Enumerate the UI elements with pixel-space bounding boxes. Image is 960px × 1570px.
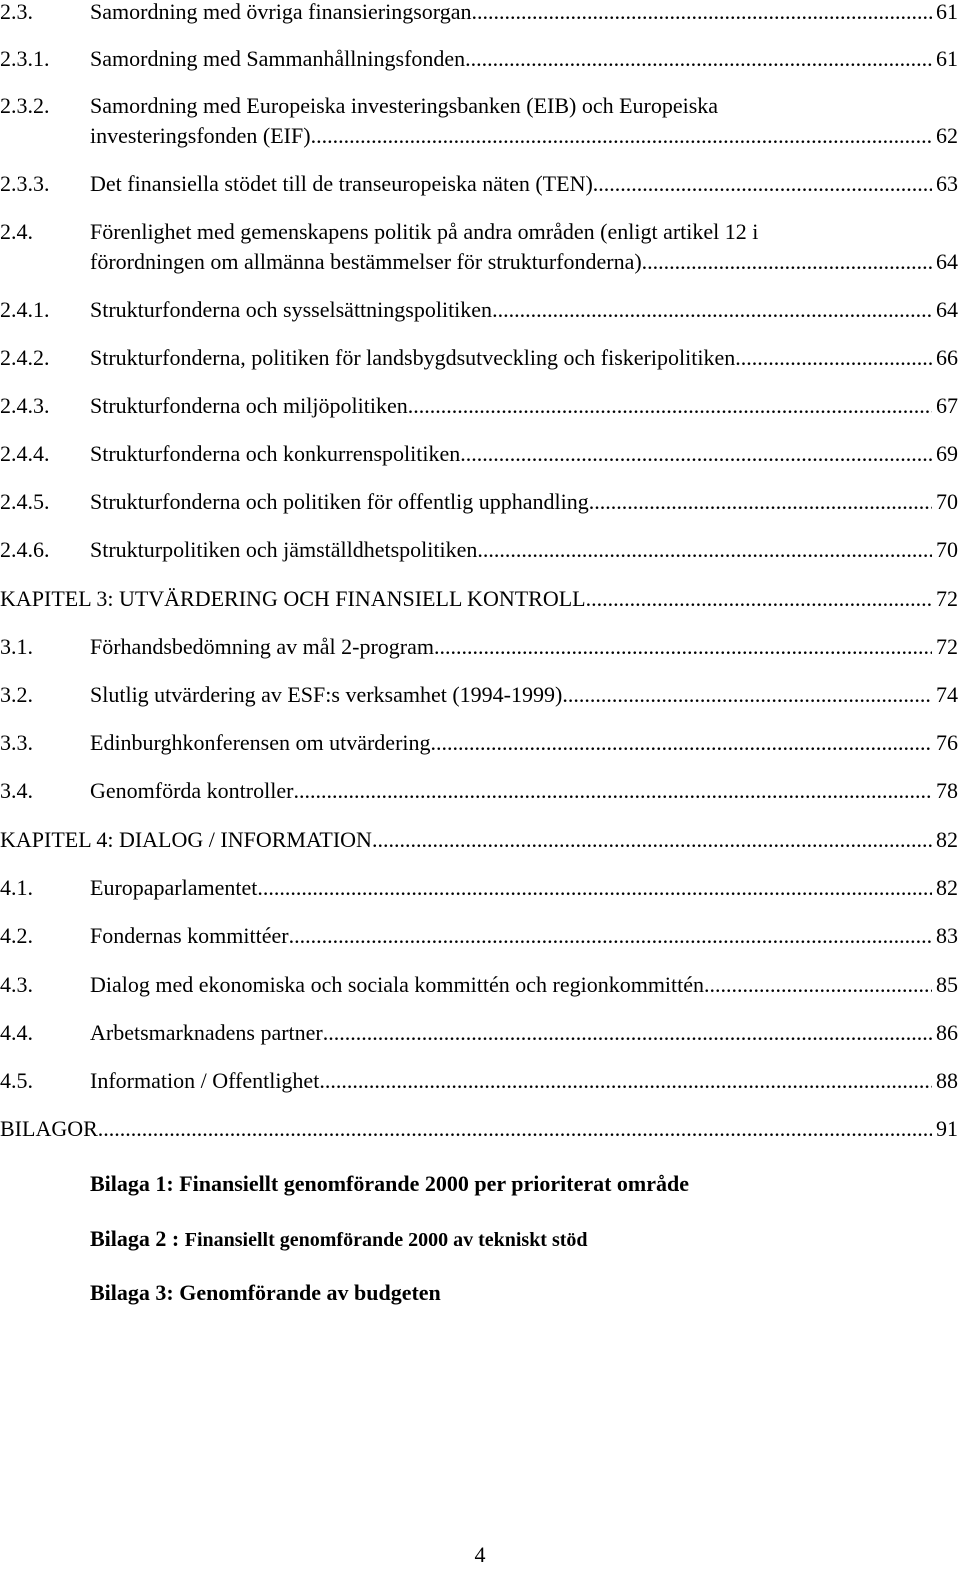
toc-entry[interactable] [0, 44, 958, 74]
toc-entry-page: 88 [936, 1068, 958, 1093]
toc-leader-dots [257, 873, 932, 903]
toc-entry-number: 3.2. [0, 682, 33, 707]
toc-entry-page: 61 [936, 0, 958, 24]
toc-entry-number: 2.4.3. [0, 393, 50, 418]
toc-leader-dots [323, 1018, 932, 1048]
toc-entry-page: 70 [936, 537, 958, 562]
toc-entry-title-line1: Samordning med Europeiska investeringsbanken (EIB) och Europeiska [90, 93, 719, 118]
page-number: 4 [474, 1542, 486, 1567]
toc-entry-page: 72 [936, 634, 958, 659]
toc-leader-dots [586, 584, 932, 614]
toc-entry-number: 2.4.5. [0, 489, 50, 514]
toc-leader-dots [311, 121, 932, 151]
toc-entry-page: 82 [936, 827, 958, 852]
toc-entry[interactable] [0, 873, 958, 903]
toc-entry-title: Samordning med övriga finansieringsorgan [90, 0, 472, 24]
toc-entry-page: 76 [936, 730, 958, 755]
toc-entry-title: Edinburghkonferensen om utvärdering [90, 730, 431, 755]
toc-entry-title: Strukturfonderna och miljöpolitiken [90, 393, 408, 418]
toc-entry[interactable] [0, 632, 958, 662]
toc-entry-number: 4.3. [0, 972, 33, 997]
toc-entry[interactable] [0, 343, 958, 373]
toc-leader-dots [465, 44, 932, 74]
toc-entry-title: Europaparlamentet [90, 875, 258, 900]
toc-entry-page: 82 [936, 875, 958, 900]
toc-entry-title: Strukturfonderna, politiken för landsbygdsutveckling och fiskeripolitiken [90, 345, 736, 370]
toc-entry-page: 62 [936, 123, 958, 148]
toc-entry[interactable] [0, 0, 958, 27]
toc-leader-dots [408, 391, 932, 421]
toc-entry-number: 4.1. [0, 875, 33, 900]
toc-entry-number: 4.2. [0, 923, 33, 948]
toc-entry-page: 74 [936, 682, 958, 707]
toc-entry-page: 64 [936, 249, 958, 274]
appendix-2-prefix: Bilaga 2 : [90, 1226, 185, 1251]
toc-leader-dots [431, 728, 932, 758]
toc-leader-dots [319, 1066, 932, 1096]
toc-entry-number: 2.3.2. [0, 93, 50, 118]
toc-entry-number: 4.4. [0, 1020, 33, 1045]
toc-entry-page: 69 [936, 441, 958, 466]
appendix-3-title: Bilaga 3: Genomförande av budgeten [90, 1280, 441, 1305]
toc-entry[interactable] [0, 169, 958, 199]
toc-entry-page: 78 [936, 778, 958, 803]
toc-entry-page: 67 [936, 393, 958, 418]
toc-leader-dots [704, 970, 932, 1000]
toc-entry-title: förordningen om allmänna bestämmelser för strukturfonderna) [90, 249, 642, 274]
toc-entry-number: 2.4.1. [0, 297, 50, 322]
toc-entry[interactable] [0, 391, 958, 421]
toc-leader-dots [593, 169, 932, 199]
toc-entry[interactable] [0, 776, 958, 806]
toc-entry[interactable] [0, 295, 958, 325]
toc-entry[interactable] [0, 91, 958, 151]
toc-entry[interactable] [0, 217, 958, 277]
appendix-2-rest: Finansiellt genomförande 2000 av tekniskt stöd [184, 1229, 588, 1251]
toc-entry-title: Strukturfonderna och sysselsättningspolitiken [90, 297, 493, 322]
appendix-2-title [90, 1224, 588, 1255]
toc-entry-number: 3.1. [0, 634, 33, 659]
toc-entry-title: Strukturpolitiken och jämställdhetspolitiken [90, 537, 478, 562]
toc-entry-title: Förhandsbedömning av mål 2-program [90, 634, 434, 659]
toc-entry-page: 86 [936, 1020, 958, 1045]
toc-entry-title: Det finansiella stödet till de transeuropeiska näten (TEN) [90, 171, 593, 196]
toc-entry[interactable] [0, 728, 958, 758]
toc-chapter-title: KAPITEL 4: DIALOG / INFORMATION [0, 827, 372, 852]
toc-entry[interactable] [0, 439, 958, 469]
toc-chapter-entry[interactable] [0, 584, 958, 614]
toc-leader-dots [735, 343, 932, 373]
toc-entry-title: Fondernas kommittéer [90, 923, 289, 948]
toc-leader-dots [372, 825, 932, 855]
toc-leader-dots [589, 487, 932, 517]
toc-entry-number: 2.4.4. [0, 441, 50, 466]
appendix-1-title: Bilaga 1: Finansiellt genomförande 2000 per prioriterat område [90, 1171, 690, 1196]
toc-entry-title: Arbetsmarknadens partner [90, 1020, 323, 1045]
toc-leader-dots [642, 247, 932, 277]
toc-leader-dots [492, 295, 932, 325]
toc-entry-number: 2.3. [0, 0, 33, 24]
toc-entry-number: 2.4. [0, 219, 33, 244]
toc-entry-title: Strukturfonderna och politiken för offentlig upphandling [90, 489, 589, 514]
toc-entry[interactable] [0, 680, 958, 710]
toc-entry-page: 83 [936, 923, 958, 948]
toc-entry-page: 72 [936, 586, 958, 611]
toc-leader-dots [98, 1114, 932, 1144]
toc-entry-title: Samordning med Sammanhållningsfonden [90, 46, 466, 71]
toc-entry-title: Genomförda kontroller [90, 778, 294, 803]
toc-leader-dots [562, 680, 932, 710]
toc-entry[interactable] [0, 970, 958, 1000]
toc-entry[interactable] [0, 1018, 958, 1048]
toc-chapter-title: KAPITEL 3: UTVÄRDERING OCH FINANSIELL KONTROLL [0, 586, 586, 611]
toc-entry-number: 3.4. [0, 778, 33, 803]
toc-leader-dots [471, 0, 932, 27]
toc-leader-dots [434, 632, 932, 662]
toc-entry-page: 61 [936, 46, 958, 71]
toc-entry-title: Information / Offentlighet [90, 1068, 320, 1093]
toc-leader-dots [289, 921, 932, 951]
toc-entry[interactable] [0, 487, 958, 517]
toc-entry-page: 91 [936, 1116, 958, 1141]
toc-entry-number: 3.3. [0, 730, 33, 755]
toc-entry-number: 2.4.2. [0, 345, 50, 370]
toc-entry-page: 70 [936, 489, 958, 514]
toc-entry[interactable] [0, 535, 958, 565]
toc-entry[interactable] [0, 921, 958, 951]
toc-entry-title-line1: Förenlighet med gemenskapens politik på andra områden (enligt artikel 12 i [90, 219, 759, 244]
toc-leader-dots [460, 439, 932, 469]
toc-entry[interactable] [0, 1066, 958, 1096]
toc-entry-title: investeringsfonden (EIF) [90, 123, 311, 148]
toc-entry-page: 66 [936, 345, 958, 370]
toc-entry-page: 63 [936, 171, 958, 196]
toc-leader-dots [477, 535, 932, 565]
toc-entry-number: 4.5. [0, 1068, 33, 1093]
toc-chapter-title: BILAGOR [0, 1116, 98, 1141]
toc-entry-number: 2.3.1. [0, 46, 50, 71]
toc-entry-title: Slutlig utvärdering av ESF:s verksamhet (1994-1999) [90, 682, 563, 707]
toc-chapter-entry[interactable] [0, 825, 958, 855]
toc-entry-number: 2.3.3. [0, 171, 50, 196]
toc-entry-page: 85 [936, 972, 958, 997]
toc-entry-title: Dialog med ekonomiska och sociala kommittén och regionkommittén [90, 972, 705, 997]
toc-leader-dots [293, 776, 932, 806]
toc-entry-title: Strukturfonderna och konkurrenspolitiken [90, 441, 461, 466]
toc-chapter-entry[interactable] [0, 1114, 958, 1144]
toc-entry-number: 2.4.6. [0, 537, 50, 562]
toc-entry-page: 64 [936, 297, 958, 322]
